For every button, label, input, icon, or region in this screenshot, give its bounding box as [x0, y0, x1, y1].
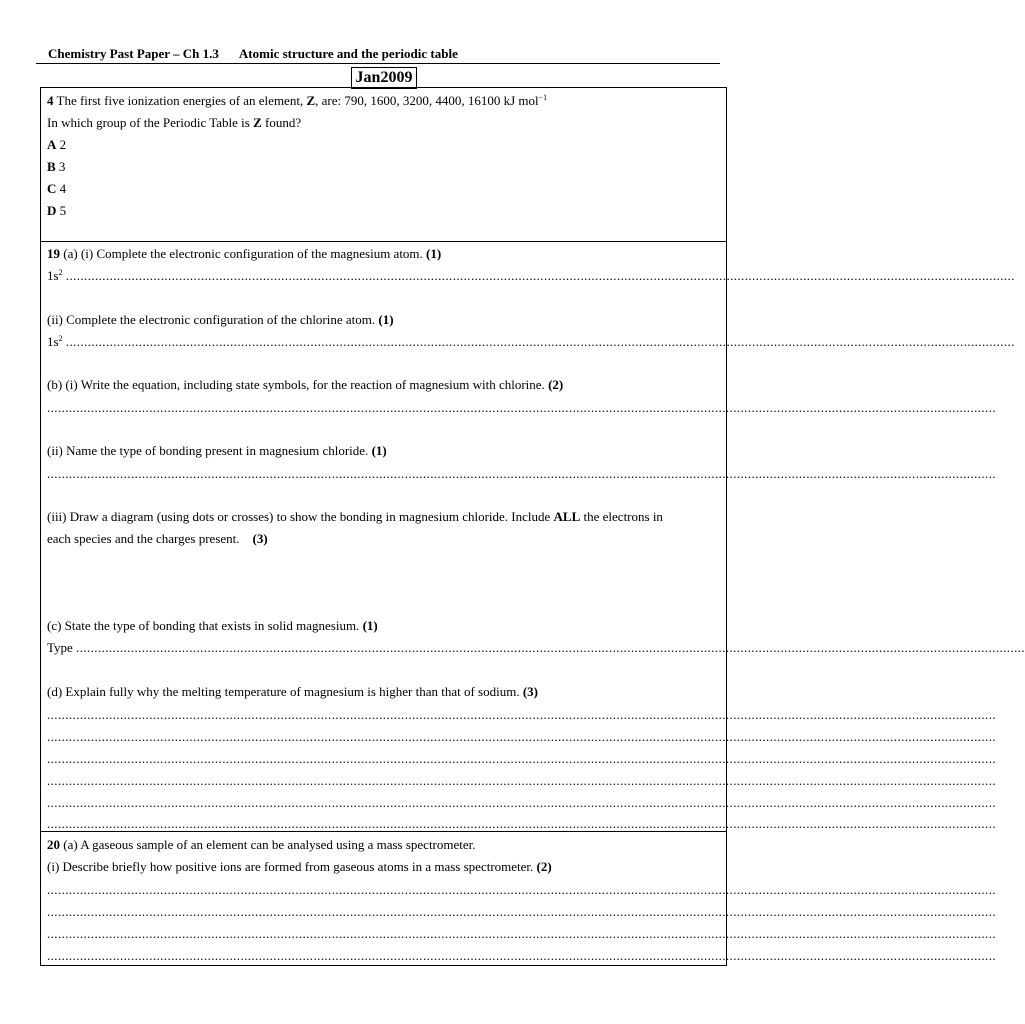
dotted-leader: ....................................................................................................................................................................................................................................................................	[47, 948, 996, 963]
q19-c: (c) State the type of bonding that exists in solid magnesium. (1)	[47, 618, 378, 633]
q4-option-a: A 2	[47, 137, 67, 152]
q19-b-iii: (iii) Draw a diagram (using dots or crosses) to show the bonding in magnesium chloride. Include ALL the electrons in	[47, 509, 663, 524]
q19-b-i: (b) (i) Write the equation, including state symbols, for the reaction of magnesium with chlorine. (2)	[47, 377, 564, 392]
dotted-leader: ....................................................................................................................................................................................................................................................................	[47, 882, 996, 897]
topic-title: Atomic structure and the periodic table	[238, 46, 458, 61]
dotted-leader: ....................................................................................................................................................................................................................................................................	[47, 795, 996, 810]
dotted-leader: ....................................................................................................................................................................................................................................................................	[47, 904, 996, 919]
q19-d-answer-line-2[interactable]	[47, 729, 996, 744]
q20-a-i-answer-line-1[interactable]	[47, 882, 996, 897]
dotted-leader: ....................................................................................................................................................................................................................................................................	[76, 640, 1025, 655]
q20-number: 20	[47, 837, 60, 852]
q19-d-answer-line-3[interactable]	[47, 751, 996, 766]
header-rule	[36, 63, 720, 64]
q19-d: (d) Explain fully why the melting temperature of magnesium is higher than that of sodium. (3)	[47, 684, 539, 699]
question-4-box	[40, 87, 727, 242]
q19-diagram-space[interactable]	[47, 552, 720, 612]
q19-a-i: 19 (a) (i) Complete the electronic configuration of the magnesium atom. (1)	[47, 246, 442, 261]
dotted-leader: ....................................................................................................................................................................................................................................................................	[47, 466, 996, 481]
q19-c-answer-line[interactable]: Type ....................................................................................................................................................................................................................................................................	[47, 640, 1025, 655]
dotted-leader: ....................................................................................................................................................................................................................................................................	[47, 773, 996, 788]
dotted-leader: ....................................................................................................................................................................................................................................................................	[65, 334, 1015, 349]
q19-d-answer-line-1[interactable]	[47, 707, 996, 722]
exam-session-tag: Jan2009	[351, 67, 417, 89]
dotted-leader: ....................................................................................................................................................................................................................................................................	[47, 729, 996, 744]
q20-a-i-answer-line-3[interactable]	[47, 926, 996, 941]
q19-d-answer-line-4[interactable]	[47, 773, 996, 788]
q4-option-b: B 3	[47, 159, 66, 174]
q20-a: 20 (a) A gaseous sample of an element can be analysed using a mass spectrometer.	[47, 837, 476, 852]
page-header	[48, 46, 708, 62]
q4-option-c: C 4	[47, 181, 67, 196]
q4-question: In which group of the Periodic Table is Z found?	[47, 115, 302, 130]
q4-option-d: D 5	[47, 203, 67, 218]
q19-b-ii: (ii) Name the type of bonding present in magnesium chloride. (1)	[47, 443, 387, 458]
dotted-leader: ....................................................................................................................................................................................................................................................................	[47, 400, 996, 415]
dotted-leader: ....................................................................................................................................................................................................................................................................	[65, 268, 1015, 283]
q4-number: 4	[47, 93, 54, 108]
dotted-leader: ....................................................................................................................................................................................................................................................................	[47, 707, 996, 722]
question-19-box	[40, 241, 1025, 832]
q4-stem: 4 The first five ionization energies of an element, Z, are: 790, 1600, 3200, 4400, 16100 kJ mol$^{-1}$	[47, 93, 548, 108]
q20-a-i-answer-line-2[interactable]	[47, 904, 996, 919]
q19-d-answer-line-6[interactable]	[47, 816, 996, 831]
q19-b-ii-answer-line[interactable]	[47, 466, 996, 481]
q19-b-iii-cont: each species and the charges present. (3)	[47, 531, 268, 546]
dotted-leader: ....................................................................................................................................................................................................................................................................	[47, 816, 996, 831]
dotted-leader: ....................................................................................................................................................................................................................................................................	[47, 751, 996, 766]
question-20-box	[40, 831, 996, 966]
q19-a-ii-answer-line[interactable]: $1s^2$ ....................................................................................................................................................................................................................................................................	[47, 334, 1015, 349]
q20-a-i: (i) Describe briefly how positive ions are formed from gaseous atoms in a mass spectrometer. (2)	[47, 859, 552, 874]
paper-title: Chemistry Past Paper – Ch 1.3	[48, 46, 219, 61]
q19-number: 19	[47, 246, 60, 261]
q19-a-i-answer-line[interactable]: $1s^2$ ....................................................................................................................................................................................................................................................................	[47, 268, 1015, 283]
q19-d-answer-line-5[interactable]	[47, 795, 996, 810]
dotted-leader: ....................................................................................................................................................................................................................................................................	[47, 926, 996, 941]
q19-b-i-answer-line[interactable]	[47, 400, 996, 415]
q20-a-i-answer-line-4[interactable]	[47, 948, 996, 963]
q19-a-ii: (ii) Complete the electronic configuration of the chlorine atom. (1)	[47, 312, 394, 327]
